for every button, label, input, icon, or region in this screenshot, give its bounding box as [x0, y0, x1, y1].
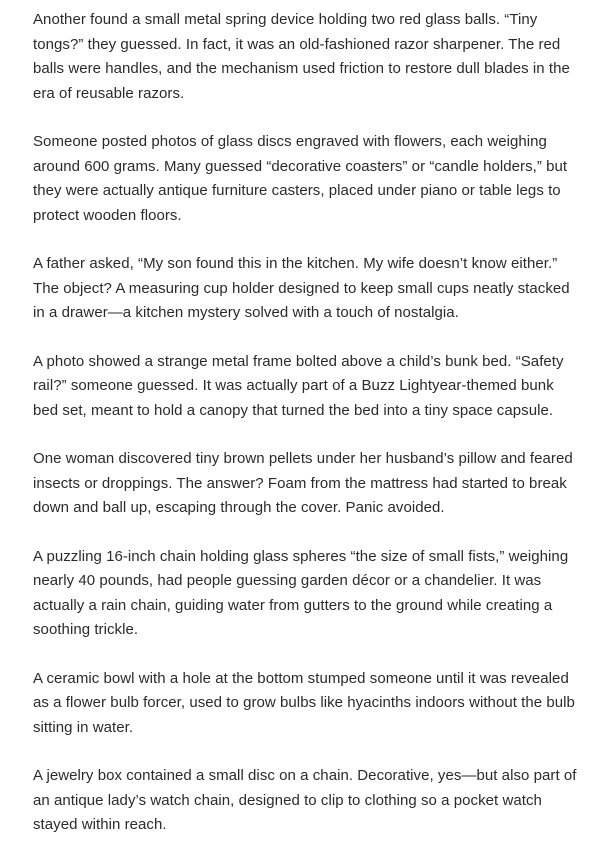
paragraph-rain-chain: A puzzling 16-inch chain holding glass spheres “the size of small fists,” weighing nearly 40 pounds, had people guessing garden décor or a chandelier. It was actually a rain chain, guiding water from gutters to the ground while creating a soothing trickle. — [33, 547, 569, 638]
paragraph-measuring-cup-holder: A father asked, “My son found this in the kitchen. My wife doesn’t know either.” The object? A measuring cup holder designed to keep small cups neatly stacked in a drawer—a kitchen mystery solved with a touch of nostalgia. — [33, 255, 570, 321]
paragraph-bunk-bed-frame: A photo showed a strange metal frame bolted above a child’s bunk bed. “Safety rail?” someone guessed. It was actually part of a Buzz Lightyear-themed bunk bed set, meant to hold a canopy that turned the bed into a tiny space capsule. — [33, 352, 564, 419]
paragraph-razor-sharpener: Another found a small metal spring device holding two red glass balls. “Tiny tongs?” they guessed. In fact, it was an old-fashioned razor sharpener. The red balls were handles, and the mechanism used friction to restore dull blades in the era of reusable razors. — [33, 11, 570, 102]
paragraph-watch-chain: A jewelry box contained a small disc on a chain. Decorative, yes—but also part of an antique lady’s watch chain, designed to clip to clothing so a pocket watch stayed within reach. — [33, 767, 577, 833]
paragraph-bulb-forcer: A ceramic bowl with a hole at the bottom stumped someone until it was revealed as a flower bulb forcer, used to grow bulbs like hyacinths indoors without the bulb sitting in water. — [33, 669, 575, 736]
paragraph-furniture-casters: Someone posted photos of glass discs engraved with flowers, each weighing around 600 grams. Many guessed “decorative coasters” or “candle holders,” but they were actually antique furniture casters, placed under piano or table legs to protect wooden floors. — [33, 133, 568, 224]
paragraph-foam-pellets: One woman discovered tiny brown pellets under her husband’s pillow and feared insects or droppings. The answer? Foam from the mattress had started to break down and ball up, escaping through the cover. Panic avoided. — [33, 450, 573, 516]
